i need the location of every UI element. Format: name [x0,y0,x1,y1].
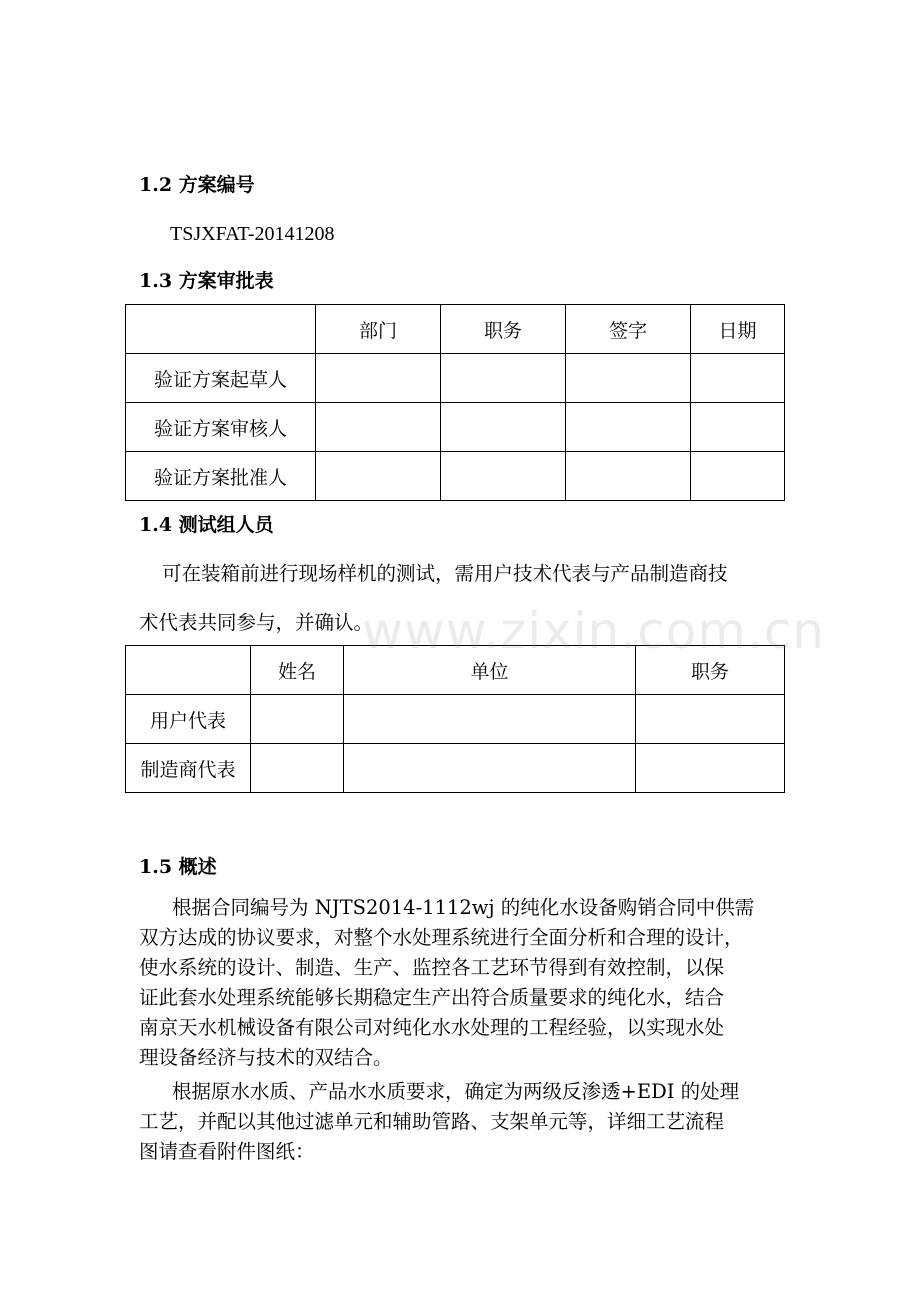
table-cell [441,354,566,403]
table-cell [691,354,785,403]
paragraph-line: 根据合同编号为 NJTS2014-1112wj 的纯化水设备购销合同中供需 [172,896,755,919]
table-cell [251,695,344,744]
table-header-cell: 单位 [344,646,636,695]
table-cell [441,452,566,501]
table-cell [691,403,785,452]
row-label: 制造商代表 [126,744,251,793]
table-header-cell: 职务 [441,305,566,354]
paragraph-line: 理设备经济与技术的双结合。 [139,1046,393,1069]
table-cell [566,403,691,452]
table-cell [316,403,441,452]
table-row [126,695,785,744]
test-team-table [125,645,785,793]
paragraph-line: 南京天水机械设备有限公司对纯化水水处理的工程经验，以实现水处 [139,1016,725,1039]
table-cell [251,744,344,793]
plan-number: TSJXFAT-20141208 [170,223,335,245]
table-header-cell [126,305,316,354]
paragraph-line: 图请查看附件图纸： [139,1140,315,1163]
paragraph-line: 证此套水处理系统能够长期稳定生产出符合质量要求的纯化水，结合 [139,986,725,1009]
paragraph-line: 术代表共同参与，并确认。 [139,611,374,634]
table-cell [344,695,636,744]
table-cell [566,354,691,403]
paragraph-line: 双方达成的协议要求，对整个水处理系统进行全面分析和合理的设计， [139,926,744,949]
table-row [126,354,785,403]
table-header-row [126,305,785,354]
paragraph-line: 使水系统的设计、制造、生产、监控各工艺环节得到有效控制，以保 [139,956,725,979]
approval-table [125,304,785,501]
paragraph-line: 根据原水水质、产品水水质要求，确定为两级反渗透+EDI 的处理 [172,1080,740,1103]
paragraph-line: 可在装箱前进行现场样机的测试，需用户技术代表与产品制造商技 [162,562,728,585]
table-row [126,403,785,452]
table-cell [441,403,566,452]
row-label: 验证方案起草人 [126,354,316,403]
heading-1-3: 1.3 方案审批表 [139,270,274,292]
heading-1-4: 1.4 测试组人员 [139,514,274,536]
heading-1-5: 1.5 概述 [139,856,217,878]
table-cell [691,452,785,501]
row-label: 验证方案审核人 [126,403,316,452]
table-cell [344,744,636,793]
table-cell [636,744,785,793]
table-cell [566,452,691,501]
table-header-cell: 签字 [566,305,691,354]
table-cell [316,452,441,501]
table-row [126,744,785,793]
heading-1-2: 1.2 方案编号 [139,174,255,196]
table-header-cell: 姓名 [251,646,344,695]
paragraph-line: 工艺，并配以其他过滤单元和辅助管路、支架单元等，详细工艺流程 [139,1110,725,1133]
table-header-cell: 日期 [691,305,785,354]
table-cell [636,695,785,744]
table-header-cell: 职务 [636,646,785,695]
row-label: 验证方案批准人 [126,452,316,501]
row-label: 用户代表 [126,695,251,744]
table-cell [316,354,441,403]
table-header-cell [126,646,251,695]
table-row [126,452,785,501]
table-header-cell: 部门 [316,305,441,354]
watermark-text: www.zixin.com.cn [362,602,826,660]
